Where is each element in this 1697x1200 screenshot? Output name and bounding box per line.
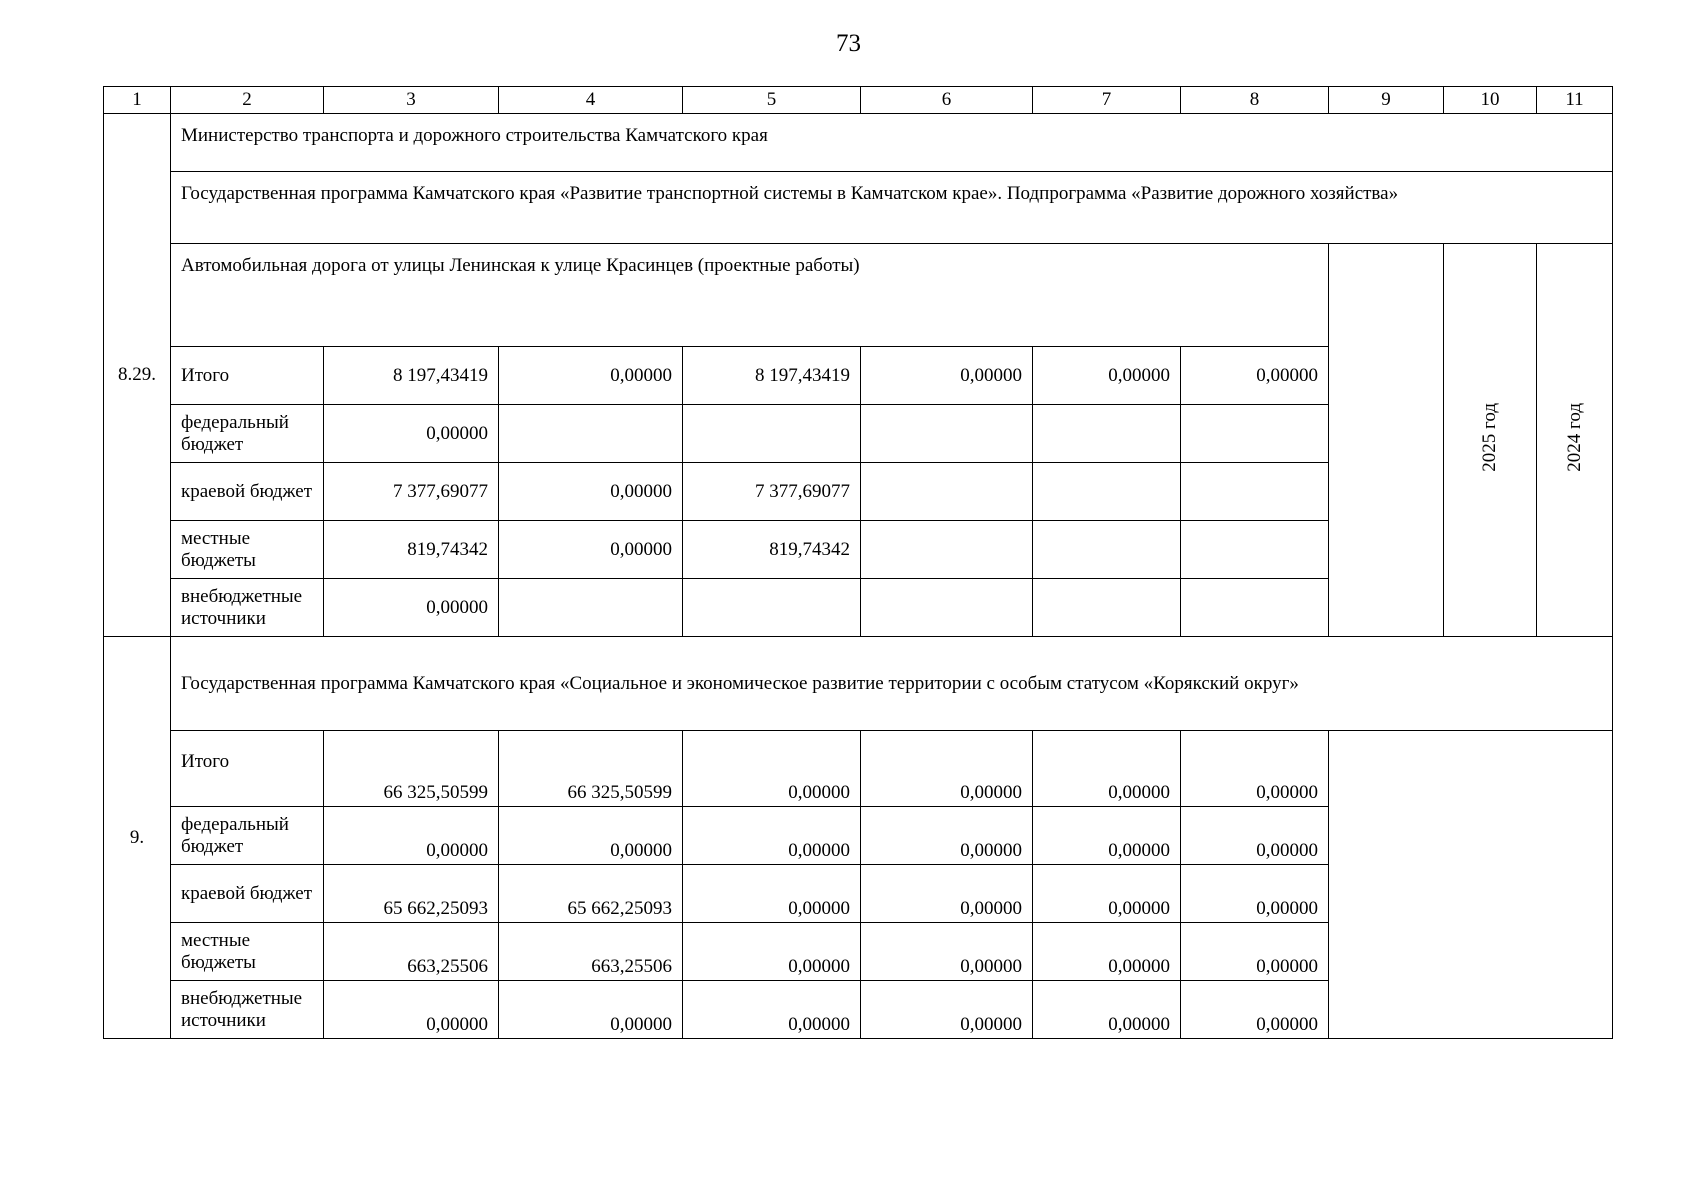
value-cell: 0,00000 <box>1181 347 1329 405</box>
value-cell: 0,00000 <box>1181 865 1329 923</box>
value-cell <box>1033 405 1181 463</box>
value-cell: 819,74342 <box>683 521 861 579</box>
header-cell: 5 <box>683 87 861 114</box>
value-cell: 0,00000 <box>861 731 1033 807</box>
row-label: краевой бюджет <box>171 463 324 521</box>
table-row <box>104 637 1613 731</box>
value-cell: 0,00000 <box>861 347 1033 405</box>
value-cell: 0,00000 <box>1033 807 1181 865</box>
value-cell: 0,00000 <box>1181 731 1329 807</box>
program-title: Государственная программа Камчатского края «Социальное и экономическое развитие территории с особым статусом «Корякский округ» <box>171 637 1613 731</box>
value-cell: 0,00000 <box>324 807 499 865</box>
value-cell: 0,00000 <box>683 865 861 923</box>
value-cell: 0,00000 <box>861 807 1033 865</box>
table-row <box>104 244 1613 347</box>
value-cell: 66 325,50599 <box>499 731 683 807</box>
value-cell <box>499 579 683 637</box>
value-cell <box>1033 579 1181 637</box>
value-cell: 0,00000 <box>683 981 861 1039</box>
budget-table <box>103 86 1613 1039</box>
value-cell: 8 197,43419 <box>324 347 499 405</box>
value-cell: 663,25506 <box>499 923 683 981</box>
row-label: федеральный бюджет <box>171 405 324 463</box>
table-row <box>104 731 1613 807</box>
value-cell: 0,00000 <box>861 865 1033 923</box>
section-number: 9. <box>104 637 171 1039</box>
value-cell: 0,00000 <box>499 463 683 521</box>
page-number: 73 <box>836 30 861 57</box>
value-cell <box>1033 521 1181 579</box>
value-cell: 7 377,69077 <box>683 463 861 521</box>
value-cell <box>1181 579 1329 637</box>
header-cell: 4 <box>499 87 683 114</box>
header-cell: 8 <box>1181 87 1329 114</box>
row-label: краевой бюджет <box>171 865 324 923</box>
header-cell: 7 <box>1033 87 1181 114</box>
value-cell: 0,00000 <box>683 731 861 807</box>
header-cell: 1 <box>104 87 171 114</box>
col9-empty <box>1329 244 1444 637</box>
value-cell: 0,00000 <box>861 923 1033 981</box>
value-cell <box>1181 405 1329 463</box>
value-cell <box>861 521 1033 579</box>
value-cell: 0,00000 <box>1181 807 1329 865</box>
row-label: внебюджетные источники <box>171 579 324 637</box>
row-label: федеральный бюджет <box>171 807 324 865</box>
value-cell: 7 377,69077 <box>324 463 499 521</box>
year-cell-11 <box>1537 244 1613 637</box>
ministry-title: Министерство транспорта и дорожного строительства Камчатского края <box>171 114 1613 172</box>
year-cell-10 <box>1444 244 1537 637</box>
value-cell <box>1033 463 1181 521</box>
header-cell: 9 <box>1329 87 1444 114</box>
value-cell <box>1181 463 1329 521</box>
value-cell: 0,00000 <box>1181 923 1329 981</box>
value-cell: 8 197,43419 <box>683 347 861 405</box>
row-label: местные бюджеты <box>171 521 324 579</box>
year-label: 2025 год <box>1479 402 1500 472</box>
object-title: Автомобильная дорога от улицы Ленинская к улице Красинцев (проектные работы) <box>171 244 1329 347</box>
value-cell: 0,00000 <box>499 807 683 865</box>
value-cell: 0,00000 <box>861 981 1033 1039</box>
value-cell: 663,25506 <box>324 923 499 981</box>
value-cell: 65 662,25093 <box>324 865 499 923</box>
header-cell: 11 <box>1537 87 1613 114</box>
value-cell <box>683 405 861 463</box>
value-cell: 0,00000 <box>1033 865 1181 923</box>
value-cell <box>861 579 1033 637</box>
header-cell: 6 <box>861 87 1033 114</box>
value-cell: 0,00000 <box>1033 347 1181 405</box>
empty-cell <box>1329 731 1613 1039</box>
row-label: местные бюджеты <box>171 923 324 981</box>
header-cell: 3 <box>324 87 499 114</box>
value-cell: 0,00000 <box>499 347 683 405</box>
value-cell: 65 662,25093 <box>499 865 683 923</box>
value-cell: 0,00000 <box>683 807 861 865</box>
value-cell: 0,00000 <box>324 405 499 463</box>
value-cell: 0,00000 <box>499 521 683 579</box>
row-label: Итого <box>171 731 324 807</box>
value-cell: 66 325,50599 <box>324 731 499 807</box>
program-title: Государственная программа Камчатского края «Развитие транспортной системы в Камчатском крае». Подпрограмма «Развитие дорожного хозяйства» <box>171 172 1613 244</box>
section-number: 8.29. <box>104 114 171 637</box>
header-cell: 10 <box>1444 87 1537 114</box>
year-label: 2024 год <box>1563 402 1585 472</box>
table-row <box>104 172 1613 244</box>
value-cell: 0,00000 <box>499 981 683 1039</box>
value-cell: 0,00000 <box>1033 981 1181 1039</box>
value-cell: 0,00000 <box>1033 923 1181 981</box>
value-cell <box>683 579 861 637</box>
value-cell: 0,00000 <box>324 981 499 1039</box>
row-label: внебюджетные источники <box>171 981 324 1039</box>
value-cell: 0,00000 <box>683 923 861 981</box>
header-row <box>104 87 1613 114</box>
value-cell <box>861 463 1033 521</box>
value-cell: 819,74342 <box>324 521 499 579</box>
value-cell: 0,00000 <box>1033 731 1181 807</box>
row-label: Итого <box>171 347 324 405</box>
value-cell: 0,00000 <box>1181 981 1329 1039</box>
value-cell <box>499 405 683 463</box>
header-cell: 2 <box>171 87 324 114</box>
value-cell <box>1181 521 1329 579</box>
value-cell <box>861 405 1033 463</box>
value-cell: 0,00000 <box>324 579 499 637</box>
table-row <box>104 114 1613 172</box>
